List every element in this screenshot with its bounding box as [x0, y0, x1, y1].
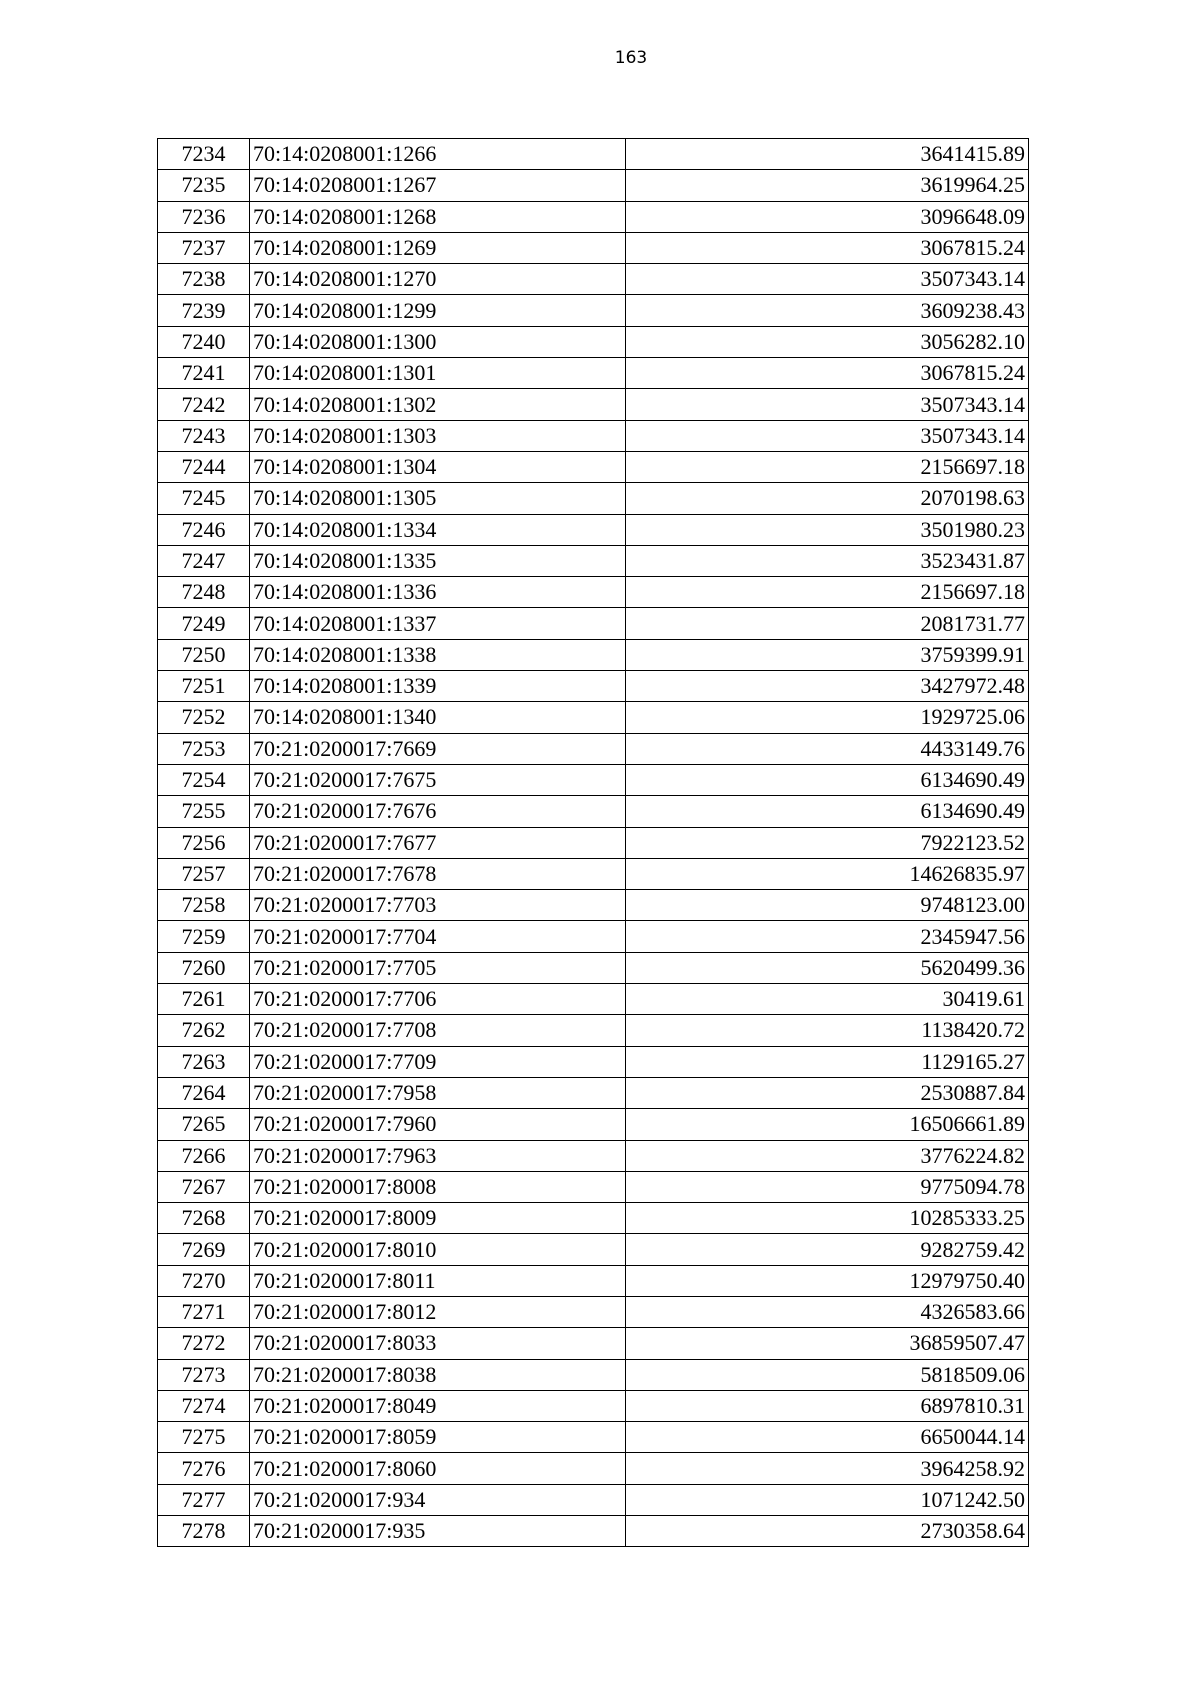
- cadastral-value: 2156697.18: [626, 577, 1029, 608]
- table-row: [158, 921, 1029, 952]
- cadastral-number: 70:21:0200017:7958: [250, 1077, 626, 1108]
- row-number: 7246: [158, 514, 250, 545]
- table-row: [158, 1484, 1029, 1515]
- row-number: 7273: [158, 1359, 250, 1390]
- cadastral-value: 3609238.43: [626, 295, 1029, 326]
- cadastral-number: 70:21:0200017:8009: [250, 1203, 626, 1234]
- cadastral-number: 70:21:0200017:8038: [250, 1359, 626, 1390]
- table-row: [158, 858, 1029, 889]
- cadastral-number: 70:14:0208001:1267: [250, 170, 626, 201]
- row-number: 7251: [158, 671, 250, 702]
- cadastral-value: 12979750.40: [626, 1265, 1029, 1296]
- cadastral-value: 10285333.25: [626, 1203, 1029, 1234]
- cadastral-number: 70:21:0200017:7705: [250, 952, 626, 983]
- cadastral-value: 3776224.82: [626, 1140, 1029, 1171]
- cadastral-number: 70:21:0200017:7709: [250, 1046, 626, 1077]
- cadastral-number: 70:21:0200017:934: [250, 1484, 626, 1515]
- row-number: 7271: [158, 1296, 250, 1327]
- row-number: 7234: [158, 139, 250, 170]
- cadastral-value: 3427972.48: [626, 671, 1029, 702]
- table-row: [158, 1265, 1029, 1296]
- cadastral-value: 4433149.76: [626, 733, 1029, 764]
- row-number: 7244: [158, 451, 250, 482]
- cadastral-value: 6650044.14: [626, 1422, 1029, 1453]
- row-number: 7268: [158, 1203, 250, 1234]
- row-number: 7272: [158, 1328, 250, 1359]
- table-row: [158, 796, 1029, 827]
- table-row: [158, 1171, 1029, 1202]
- row-number: 7270: [158, 1265, 250, 1296]
- table-row: [158, 326, 1029, 357]
- row-number: 7277: [158, 1484, 250, 1515]
- table-row: [158, 139, 1029, 170]
- cadastral-number: 70:21:0200017:7676: [250, 796, 626, 827]
- row-number: 7253: [158, 733, 250, 764]
- cadastral-value: 3759399.91: [626, 639, 1029, 670]
- cadastral-value: 30419.61: [626, 984, 1029, 1015]
- table-row: [158, 358, 1029, 389]
- table-row: [158, 1390, 1029, 1421]
- table-row: [158, 1140, 1029, 1171]
- cadastral-number: 70:21:0200017:8011: [250, 1265, 626, 1296]
- row-number: 7263: [158, 1046, 250, 1077]
- table-row: [158, 1203, 1029, 1234]
- row-number: 7241: [158, 358, 250, 389]
- cadastral-value: 2156697.18: [626, 451, 1029, 482]
- row-number: 7236: [158, 201, 250, 232]
- row-number: 7243: [158, 420, 250, 451]
- cadastral-value: 9748123.00: [626, 890, 1029, 921]
- cadastral-number: 70:14:0208001:1337: [250, 608, 626, 639]
- cadastral-value: 7922123.52: [626, 827, 1029, 858]
- row-number: 7235: [158, 170, 250, 201]
- cadastral-value: 3501980.23: [626, 514, 1029, 545]
- table-row: [158, 952, 1029, 983]
- row-number: 7278: [158, 1516, 250, 1547]
- table-row: [158, 1359, 1029, 1390]
- cadastral-value: 6134690.49: [626, 764, 1029, 795]
- cadastral-value: 5620499.36: [626, 952, 1029, 983]
- table-row: [158, 1453, 1029, 1484]
- row-number: 7276: [158, 1453, 250, 1484]
- cadastral-value: 3056282.10: [626, 326, 1029, 357]
- cadastral-number: 70:21:0200017:7960: [250, 1109, 626, 1140]
- cadastral-number: 70:14:0208001:1299: [250, 295, 626, 326]
- row-number: 7254: [158, 764, 250, 795]
- cadastral-number: 70:14:0208001:1300: [250, 326, 626, 357]
- cadastral-value: 2730358.64: [626, 1516, 1029, 1547]
- cadastral-number: 70:14:0208001:1270: [250, 264, 626, 295]
- cadastral-number: 70:14:0208001:1335: [250, 545, 626, 576]
- row-number: 7242: [158, 389, 250, 420]
- cadastral-number: 70:14:0208001:1340: [250, 702, 626, 733]
- cadastral-value: 2070198.63: [626, 483, 1029, 514]
- table-row: [158, 483, 1029, 514]
- row-number: 7259: [158, 921, 250, 952]
- table-row: [158, 1516, 1029, 1547]
- cadastral-number: 70:21:0200017:8059: [250, 1422, 626, 1453]
- table-row: [158, 201, 1029, 232]
- table-row: [158, 577, 1029, 608]
- row-number: 7247: [158, 545, 250, 576]
- table-row: [158, 608, 1029, 639]
- cadastral-value: 3096648.09: [626, 201, 1029, 232]
- cadastral-number: 70:21:0200017:935: [250, 1516, 626, 1547]
- table-row: [158, 1296, 1029, 1327]
- cadastral-number: 70:14:0208001:1302: [250, 389, 626, 420]
- table-row: [158, 420, 1029, 451]
- cadastral-number: 70:21:0200017:8033: [250, 1328, 626, 1359]
- cadastral-number: 70:14:0208001:1269: [250, 232, 626, 263]
- cadastral-value: 9775094.78: [626, 1171, 1029, 1202]
- row-number: 7252: [158, 702, 250, 733]
- cadastral-number: 70:21:0200017:7708: [250, 1015, 626, 1046]
- row-number: 7238: [158, 264, 250, 295]
- page-number: 163: [614, 48, 648, 68]
- row-number: 7262: [158, 1015, 250, 1046]
- table-row: [158, 451, 1029, 482]
- cadastral-number: 70:21:0200017:8049: [250, 1390, 626, 1421]
- row-number: 7267: [158, 1171, 250, 1202]
- cadastral-value: 9282759.42: [626, 1234, 1029, 1265]
- table-row: [158, 827, 1029, 858]
- cadastral-number: 70:14:0208001:1268: [250, 201, 626, 232]
- cadastral-number: 70:14:0208001:1305: [250, 483, 626, 514]
- row-number: 7240: [158, 326, 250, 357]
- cadastral-value: 4326583.66: [626, 1296, 1029, 1327]
- cadastral-number: 70:14:0208001:1266: [250, 139, 626, 170]
- table-row: [158, 295, 1029, 326]
- cadastral-value: 3507343.14: [626, 389, 1029, 420]
- cadastral-number: 70:14:0208001:1304: [250, 451, 626, 482]
- cadastral-value: 2530887.84: [626, 1077, 1029, 1108]
- row-number: 7257: [158, 858, 250, 889]
- cadastral-value: 3523431.87: [626, 545, 1029, 576]
- cadastral-number: 70:14:0208001:1338: [250, 639, 626, 670]
- cadastral-number: 70:21:0200017:8008: [250, 1171, 626, 1202]
- cadastral-number: 70:21:0200017:8012: [250, 1296, 626, 1327]
- cadastral-number: 70:14:0208001:1301: [250, 358, 626, 389]
- table-body: [158, 139, 1029, 1547]
- row-number: 7245: [158, 483, 250, 514]
- cadastral-value: 2081731.77: [626, 608, 1029, 639]
- cadastral-value: 6897810.31: [626, 1390, 1029, 1421]
- cadastral-number: 70:21:0200017:7704: [250, 921, 626, 952]
- table-row: [158, 1015, 1029, 1046]
- cadastral-value: 3067815.24: [626, 232, 1029, 263]
- cadastral-value: 1071242.50: [626, 1484, 1029, 1515]
- table-row: [158, 232, 1029, 263]
- cadastral-value: 1138420.72: [626, 1015, 1029, 1046]
- cadastral-number: 70:21:0200017:7669: [250, 733, 626, 764]
- row-number: 7265: [158, 1109, 250, 1140]
- row-number: 7275: [158, 1422, 250, 1453]
- table-row: [158, 389, 1029, 420]
- table-row: [158, 764, 1029, 795]
- cadastral-number: 70:21:0200017:7963: [250, 1140, 626, 1171]
- row-number: 7274: [158, 1390, 250, 1421]
- cadastral-number: 70:14:0208001:1336: [250, 577, 626, 608]
- cadastral-number: 70:14:0208001:1334: [250, 514, 626, 545]
- table-row: [158, 514, 1029, 545]
- cadastral-value: 5818509.06: [626, 1359, 1029, 1390]
- cadastral-value: 2345947.56: [626, 921, 1029, 952]
- table-row: [158, 1046, 1029, 1077]
- row-number: 7239: [158, 295, 250, 326]
- cadastral-number: 70:21:0200017:8010: [250, 1234, 626, 1265]
- row-number: 7264: [158, 1077, 250, 1108]
- cadastral-value: 3964258.92: [626, 1453, 1029, 1484]
- cadastral-number: 70:14:0208001:1339: [250, 671, 626, 702]
- row-number: 7249: [158, 608, 250, 639]
- cadastral-value: 3641415.89: [626, 139, 1029, 170]
- row-number: 7260: [158, 952, 250, 983]
- cadastral-number: 70:14:0208001:1303: [250, 420, 626, 451]
- cadastral-value: 3507343.14: [626, 420, 1029, 451]
- table-row: [158, 1109, 1029, 1140]
- table-row: [158, 702, 1029, 733]
- table-row: [158, 264, 1029, 295]
- cadastral-value: 36859507.47: [626, 1328, 1029, 1359]
- cadastral-value: 1129165.27: [626, 1046, 1029, 1077]
- row-number: 7266: [158, 1140, 250, 1171]
- row-number: 7258: [158, 890, 250, 921]
- table-row: [158, 671, 1029, 702]
- table-row: [158, 890, 1029, 921]
- cadastral-value: 3067815.24: [626, 358, 1029, 389]
- cadastral-number: 70:21:0200017:7706: [250, 984, 626, 1015]
- table-row: [158, 1422, 1029, 1453]
- cadastral-number: 70:21:0200017:7677: [250, 827, 626, 858]
- table-row: [158, 1234, 1029, 1265]
- row-number: 7261: [158, 984, 250, 1015]
- cadastral-value: 6134690.49: [626, 796, 1029, 827]
- table-row: [158, 1077, 1029, 1108]
- row-number: 7256: [158, 827, 250, 858]
- cadastral-number: 70:21:0200017:7703: [250, 890, 626, 921]
- row-number: 7269: [158, 1234, 250, 1265]
- row-number: 7248: [158, 577, 250, 608]
- cadastral-number: 70:21:0200017:8060: [250, 1453, 626, 1484]
- table-row: [158, 1328, 1029, 1359]
- cadastral-value: 1929725.06: [626, 702, 1029, 733]
- cadastral-number: 70:21:0200017:7678: [250, 858, 626, 889]
- cadastral-value: 3619964.25: [626, 170, 1029, 201]
- cadastral-value: 14626835.97: [626, 858, 1029, 889]
- table-row: [158, 639, 1029, 670]
- cadastral-value: 16506661.89: [626, 1109, 1029, 1140]
- table-row: [158, 170, 1029, 201]
- table-row: [158, 545, 1029, 576]
- cadastral-value: 3507343.14: [626, 264, 1029, 295]
- table-row: [158, 733, 1029, 764]
- table-row: [158, 984, 1029, 1015]
- row-number: 7255: [158, 796, 250, 827]
- row-number: 7250: [158, 639, 250, 670]
- row-number: 7237: [158, 232, 250, 263]
- cadastral-value-table: [157, 138, 1029, 1547]
- cadastral-number: 70:21:0200017:7675: [250, 764, 626, 795]
